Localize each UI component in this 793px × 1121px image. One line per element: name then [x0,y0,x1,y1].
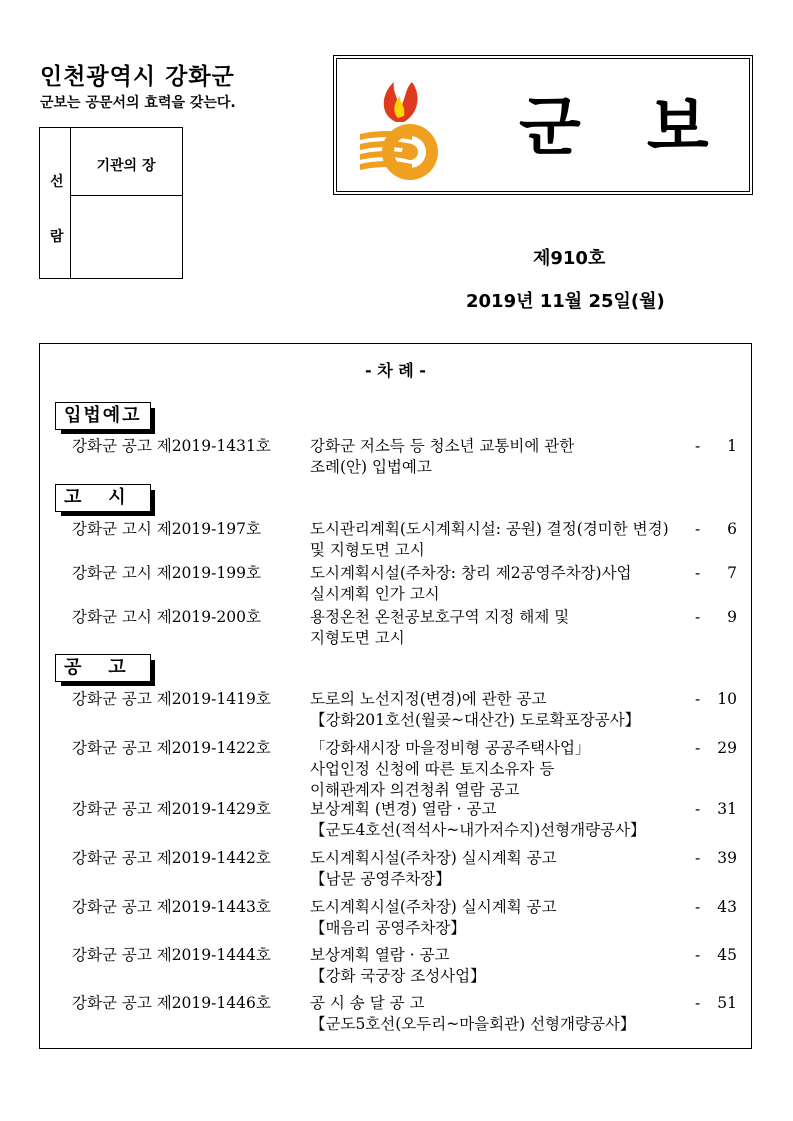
title-char-gun: 군 [519,91,587,165]
entry-dash: - [695,994,701,1012]
table-of-contents [39,343,752,1049]
toc-title: - 차 례 - [365,361,426,380]
review-label-column [40,128,71,278]
entry-number: 강화군 공고 제2019-1442호 [72,849,271,867]
review-head-cell [70,128,182,196]
review-head-label: 기관의 장 [96,158,156,174]
entry-number: 강화군 공고 제2019-1444호 [72,946,271,964]
entry-number: 강화군 공고 제2019-1429호 [72,800,271,818]
entry-dash: - [695,739,701,757]
entry-page: 10 [717,690,737,708]
entry-title: 도시계획시설(주차장: 창리 제2공영주차장)사업 실시계획 인가 고시 [310,564,632,603]
issue-date: 2019년 11월 25일(월) [466,291,665,312]
entry-title: 용정온천 온천공보호구역 지정 해제 및 지형도면 고시 [310,608,570,647]
entry-number: 강화군 고시 제2019-199호 [72,564,261,582]
entry-dash: - [695,946,701,964]
org-name: 인천광역시 강화군 [40,64,235,90]
entry-page: 39 [717,849,737,867]
entry-page: 29 [717,739,737,757]
entry-page: 9 [727,608,737,626]
entry-dash: - [695,849,701,867]
entry-page: 1 [727,437,737,455]
entry-number: 강화군 공고 제2019-1422호 [72,739,271,757]
entry-dash: - [695,608,701,626]
section-heading-announcement: 공 고 [55,654,151,682]
entry-title: 보상계획 (변경) 열람 · 공고 【군도4호선(적석사~내가저수지)선형개량공사】 [310,800,646,839]
entry-dash: - [695,564,701,582]
section-heading-notice: 고 시 [55,484,151,512]
entry-number: 강화군 공고 제2019-1419호 [72,690,271,708]
entry-page: 43 [717,898,737,916]
entry-number: 강화군 고시 제2019-197호 [72,520,261,538]
section-heading-legislation: 입법예고 [55,402,151,430]
entry-title: 공 시 송 달 공 고 【군도5호선(오두리~마을회관) 선형개량공사】 [310,994,636,1033]
entry-title: 도로의 노선지정(변경)에 관한 공고 【강화201호선(월곶~대산간) 도로확포장공사】 [310,690,641,729]
org-subtitle: 군보는 공문서의 효력을 갖는다. [40,95,236,111]
entry-dash: - [695,437,701,455]
entry-page: 51 [717,994,737,1012]
title-char-bo: 보 [646,91,715,165]
title-box [333,55,753,195]
entry-dash: - [695,898,701,916]
entry-number: 강화군 공고 제2019-1431호 [72,437,271,455]
entry-page: 45 [717,946,737,964]
review-box [39,127,183,279]
review-label-char1: 선 [50,174,64,190]
entry-title: 도시계획시설(주차장) 실시계획 공고 【매음리 공영주차장】 [310,898,557,937]
entry-title: 강화군 저소득 등 청소년 교통비에 관한 조례(안) 입법예고 [310,437,575,476]
publication-title [519,76,715,168]
entry-page: 31 [717,800,737,818]
entry-dash: - [695,690,701,708]
entry-title: 도시계획시설(주차장) 실시계획 공고 【남문 공영주차장】 [310,849,557,888]
entry-number: 강화군 공고 제2019-1443호 [72,898,271,916]
entry-title: 도시관리계획(도시계획시설: 공원) 결정(경미한 변경) 및 지형도면 고시 [310,520,669,559]
entry-dash: - [695,800,701,818]
entry-page: 6 [727,520,737,538]
entry-number: 강화군 공고 제2019-1446호 [72,994,271,1012]
entry-page: 7 [727,564,737,582]
issue-number: 제910호 [533,248,606,269]
entry-dash: - [695,520,701,538]
entry-number: 강화군 고시 제2019-200호 [72,608,261,626]
entry-title: 보상계획 열람 · 공고 【강화 국궁장 조성사업】 [310,946,486,985]
review-label-char2: 람 [50,229,64,245]
emblem-logo [356,74,446,182]
entry-title: 「강화새시장 마을정비형 공공주택사업」 사업인정 신청에 따른 토지소유자 등 이해관계자 의견청취 열람 공고 [310,739,591,799]
